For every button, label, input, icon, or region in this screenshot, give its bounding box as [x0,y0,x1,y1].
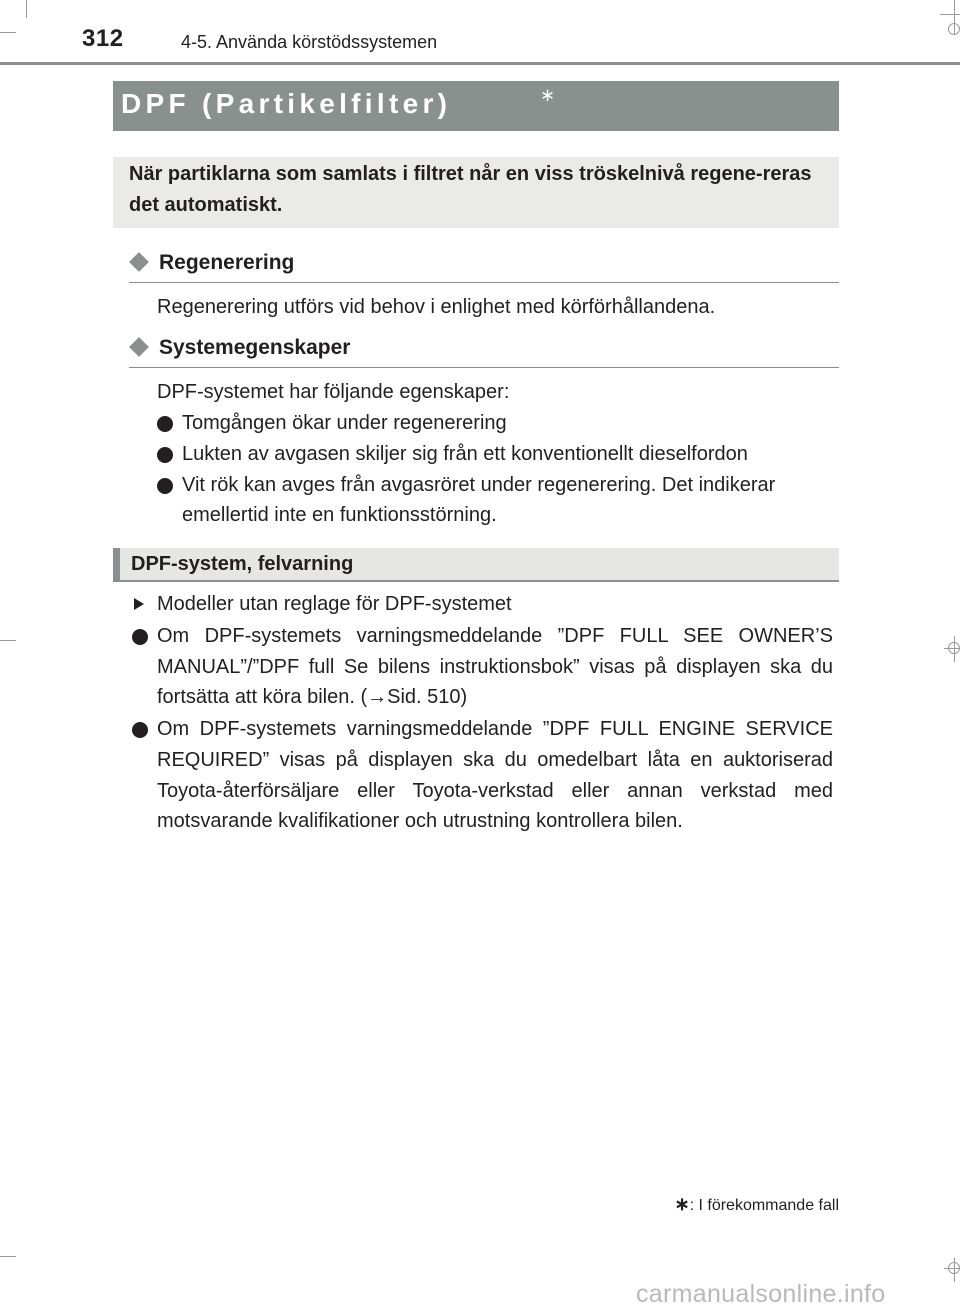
page-title: DPF (Partikelfilter) [121,88,452,119]
footnote [600,1194,839,1215]
regenerering-text: Regenerering utförs vid behov i enlighet med körförhållandena. [157,296,716,318]
subheading-label: Systemegenskaper [159,336,351,359]
page-number: 312 [82,25,124,52]
asterisk-icon: ∗ [674,1194,690,1214]
bullet-icon [157,478,173,494]
list-item: Om DPF-systemets varningsmeddelande ”DPF FULL SEE OWNER’S MANUAL”/”DPF full Se bilens instruktionsbok” visas på displayen ska du fortsätta att köra bilen. (→Sid. 510) [157,625,833,708]
crop-mark [0,32,16,33]
list-item: Lukten av avgasen skiljer sig från ett konventionellt dieselfordon [182,443,748,465]
diamond-icon [129,253,149,273]
title-asterisk: ∗ [540,85,556,105]
crop-mark [940,14,960,15]
chapter-heading: 4-5. Använda körstödssystemen [181,32,438,52]
subheading-rule [129,282,839,283]
crop-mark [26,0,27,18]
crop-mark [0,640,16,641]
intro-box [113,157,839,228]
header-rule [0,62,960,65]
crop-mark [0,1256,16,1257]
section-heading: DPF-system, felvarning [131,553,354,575]
systemegenskaper-intro: DPF-systemet har följande egenskaper: [157,381,510,403]
triangle-icon [134,598,144,610]
bullet-icon [157,447,173,463]
title-banner [113,81,839,131]
list-item: Tomgången ökar under regenerering [182,412,507,434]
crop-mark [948,23,960,35]
crop-mark [948,1262,960,1274]
subheading-label: Regenerering [159,251,295,274]
bullet-icon [132,722,148,738]
bullet-icon [132,629,148,645]
section-bar-felvarning [113,548,839,582]
list-item: Om DPF-systemets varningsmeddelande ”DPF FULL ENGINE SERVICE REQUIRED” visas på displayen ska du omedelbart låta en auktoriserad Toyota-återförsäljare eller Toyota-verkstad eller annan verkstad med motsvarande kvalifikationer och utrustning kontrollera bilen. [157,718,833,833]
diamond-icon [129,338,149,358]
watermark: carmanualsonline.info [636,1280,886,1308]
crop-mark [948,642,960,654]
subheading-regenerering [129,251,294,275]
model-line: Modeller utan reglage för DPF-systemet [157,593,512,615]
subheading-rule [129,367,839,368]
list-item: Vit rök kan avges från avgasröret under regenerering. Det indikerar emellertid inte en funktionsstörning. [182,474,776,526]
intro-text: När partiklarna som samlats i filtret når en viss tröskelnivå regene-reras det automatiskt. [129,163,812,216]
subheading-systemegenskaper [129,336,350,360]
footnote-text: : I förekommande fall [689,1197,839,1214]
bullet-icon [157,416,173,432]
